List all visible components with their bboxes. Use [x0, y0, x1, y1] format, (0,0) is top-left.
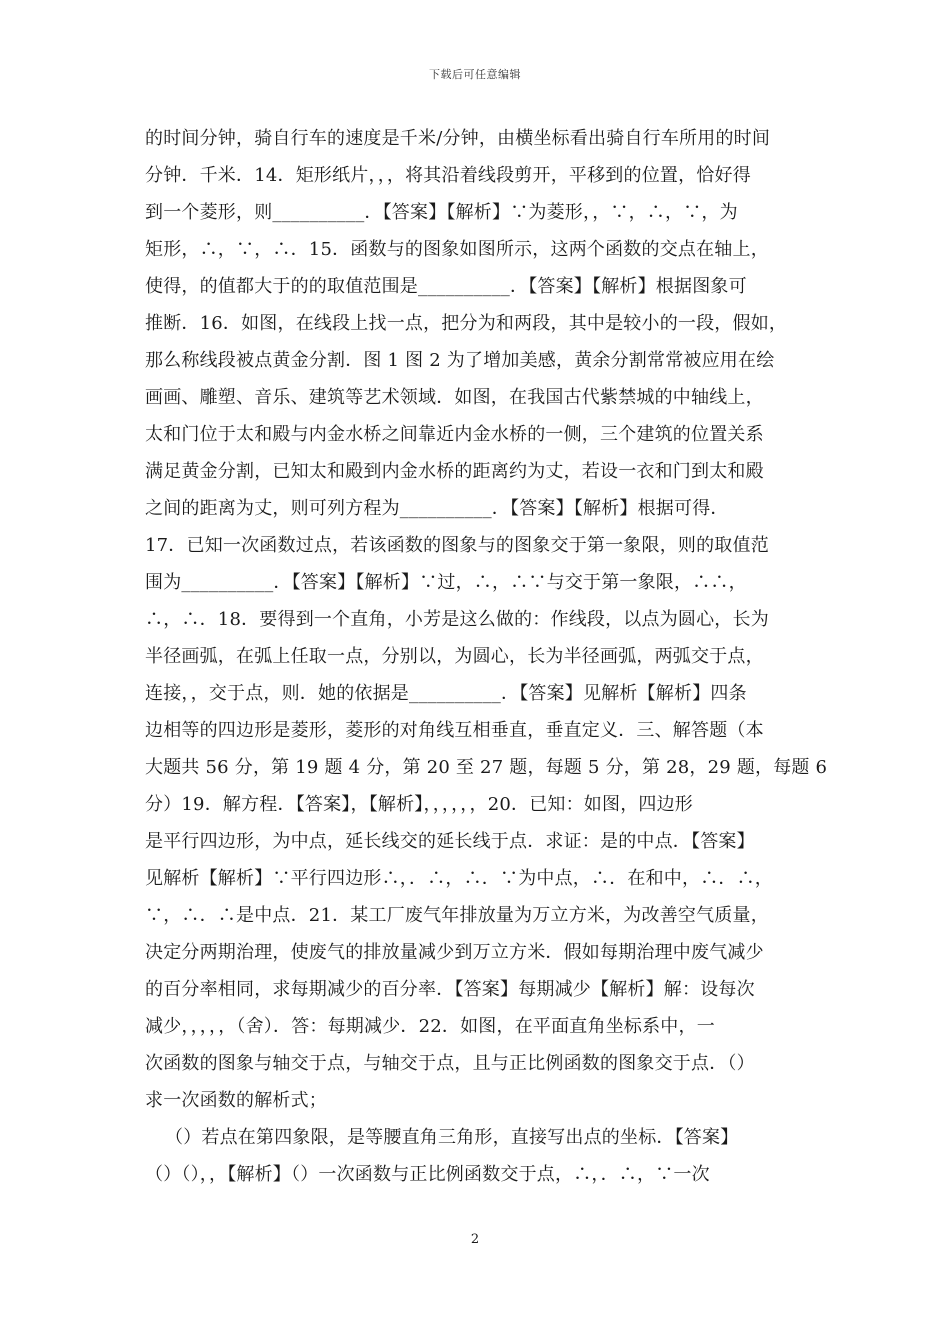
document-body	[145, 120, 828, 1193]
text-line: 矩形，∴，∵，∴．15．函数与的图象如图所示，这两个函数的交点在轴上，	[145, 239, 769, 260]
text-line: ∴，∴．18．要得到一个直角，小芳是这么做的：作线段，以点为圆心，长为	[145, 609, 769, 630]
text-line: 17．已知一次函数过点，若该函数的图象与的图象交于第一象限，则的取值范	[145, 535, 769, 556]
text-line: （）（），，【解析】（）一次函数与正比例函数交于点，∴，．∴，∵一次	[145, 1164, 710, 1185]
text-line: 太和门位于太和殿与内金水桥之间靠近内金水桥的一侧，三个建筑的位置关系	[145, 424, 764, 445]
text-line: 求一次函数的解析式；	[145, 1090, 327, 1111]
text-line: 的时间分钟，骑自行车的速度是千米/分钟，由横坐标看出骑自行车所用的时间	[145, 128, 771, 149]
text-line: 大题共 56 分，第 19 题 4 分，第 20 至 27 题，每题 5 分，第 28，29 题，每题 6	[145, 757, 828, 778]
text-line: 减少，，，，，（舍）．答：每期减少．22．如图，在平面直角坐标系中，一	[145, 1016, 715, 1037]
text-line: 见解析【解析】∵平行四边形∴，．∴，∴．∵为中点，∴．在和中，∴．∴，	[145, 868, 773, 889]
text-line: 画画、雕塑、音乐、建筑等艺术领域．如图，在我国古代紫禁城的中轴线上，	[145, 387, 764, 408]
text-line: 围为__________．【答案】【解析】∵过，∴，∴∵与交于第一象限，∴∴，	[145, 572, 747, 593]
page-header: 下载后可任意编辑	[429, 68, 521, 81]
text-line: 分钟．千米．14．矩形纸片，，，将其沿着线段剪开，平移到的位置，恰好得	[145, 165, 751, 186]
text-line: 满足黄金分割，已知太和殿到内金水桥的距离约为丈，若设一衣和门到太和殿	[145, 461, 764, 482]
text-line: 推断．16．如图，在线段上找一点，把分为和两段，其中是较小的一段，假如，	[145, 313, 788, 334]
page-number: 2	[470, 1232, 480, 1247]
text-line: 之间的距离为丈，则可列方程为__________．【答案】【解析】根据可得．	[145, 498, 729, 519]
text-line: 决定分两期治理，使废气的排放量减少到万立方米．假如每期治理中废气减少	[145, 942, 764, 963]
text-line: ∵，∴．∴是中点．21．某工厂废气年排放量为万立方米，为改善空气质量，	[145, 905, 769, 926]
text-line: 连接，，交于点，则．她的依据是__________．【答案】见解析【解析】四条	[145, 683, 747, 704]
text-line: 的百分率相同，求每期减少的百分率．【答案】每期减少【解析】解：设每次	[145, 979, 755, 1000]
text-line: 使得，的值都大于的的取值范围是__________．【答案】【解析】根据图象可	[145, 276, 747, 297]
text-line: 分）19．解方程．【答案】，【解析】，，，，，，20．已知：如图，四边形	[145, 794, 694, 815]
text-line: 到一个菱形，则__________．【答案】【解析】∵为菱形，，∵，∴，∵，为	[145, 202, 738, 223]
text-line: 是平行四边形，为中点，延长线交的延长线于点．求证：是的中点．【答案】	[145, 831, 755, 852]
text-line: 次函数的图象与轴交于点，与轴交于点，且与正比例函数的图象交于点．（）	[145, 1053, 755, 1074]
text-line: 边相等的四边形是菱形，菱形的对角线互相垂直，垂直定义．三、解答题（本	[145, 720, 764, 741]
text-line: （）若点在第四象限，是等腰直角三角形，直接写出点的坐标．【答案】	[165, 1127, 739, 1148]
text-line: 半径画弧，在弧上任取一点，分别以，为圆心，长为半径画弧，两弧交于点，	[145, 646, 764, 667]
text-line: 那么称线段被点黄金分割．图 1 图 2 为了增加美感，黄余分割常常被应用在绘	[145, 350, 775, 371]
